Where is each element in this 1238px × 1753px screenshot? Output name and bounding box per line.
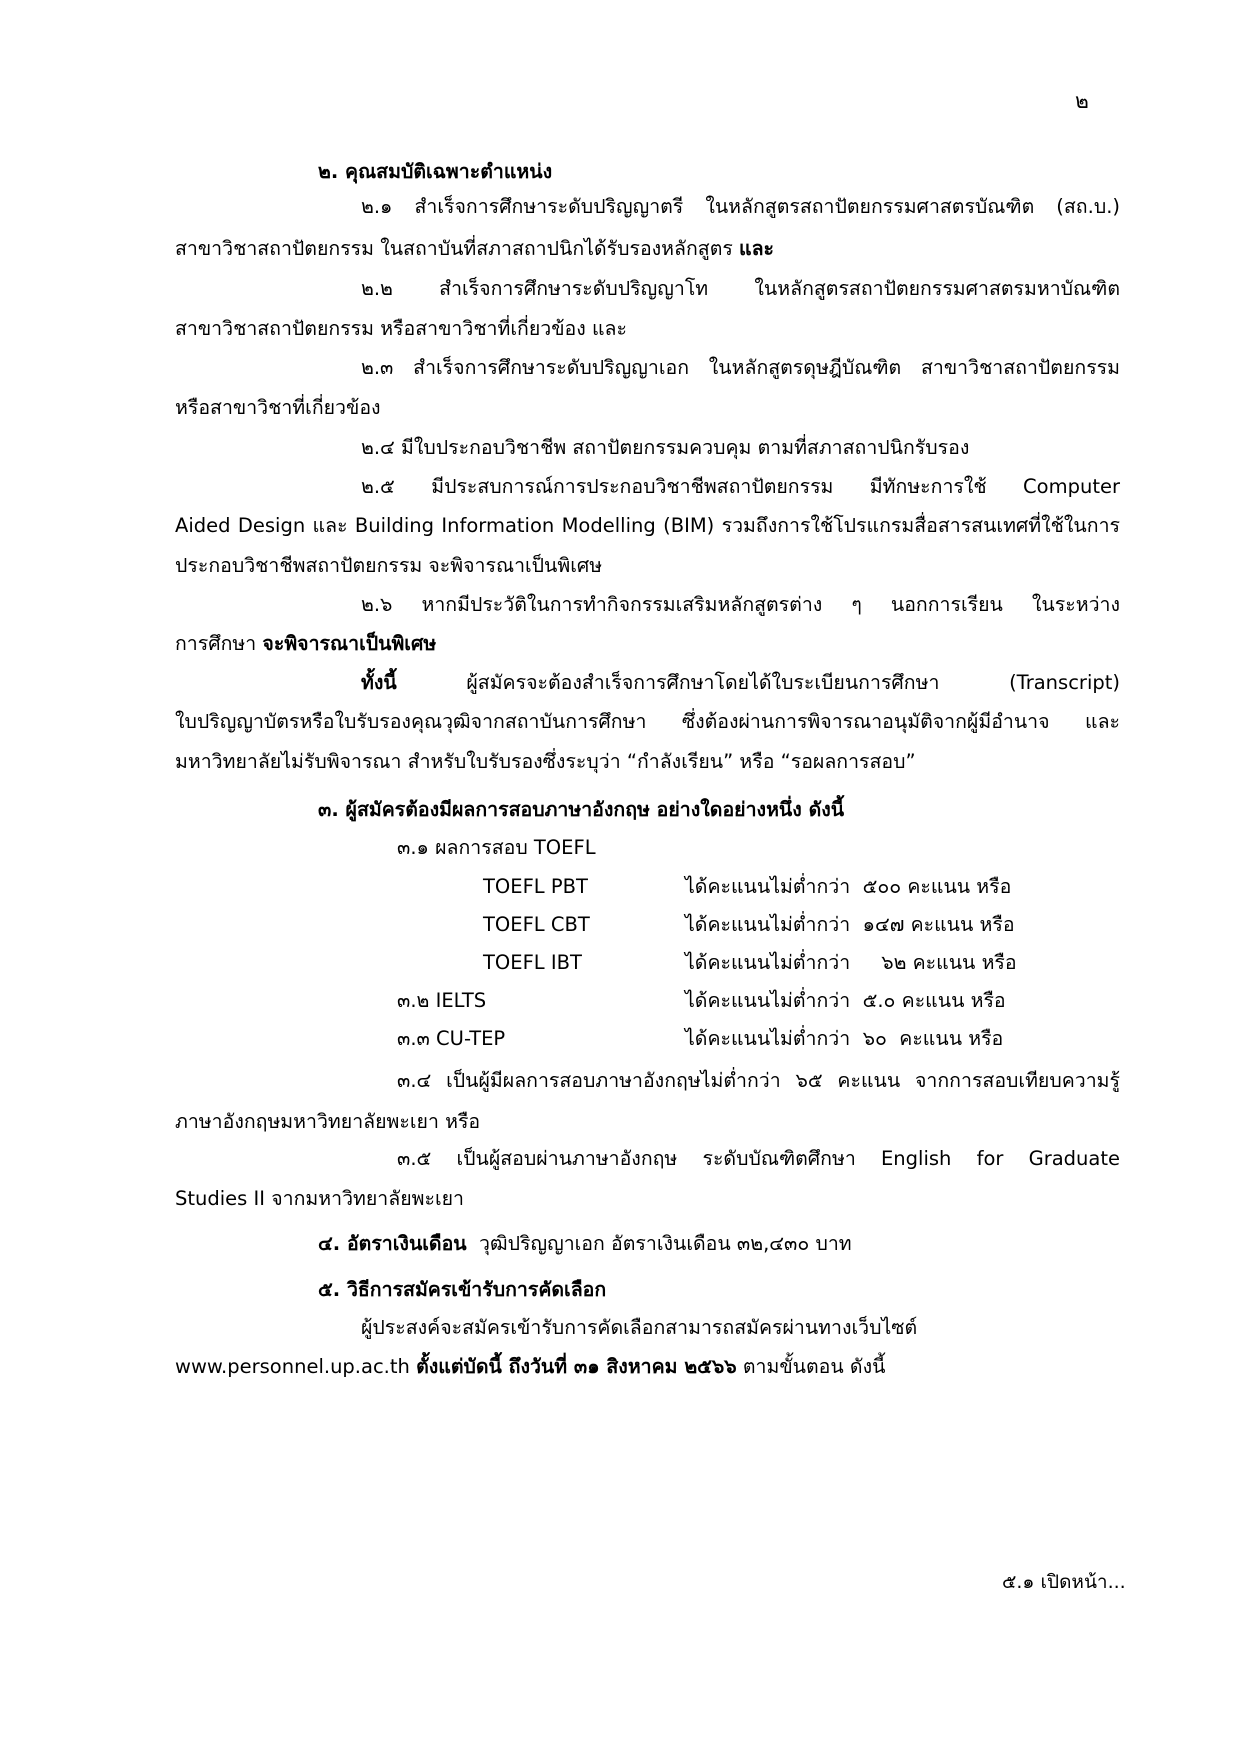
score-requirement: ได้คะแนนไม่ต่ำกว่า ๕๐๐ คะแนน หรือ [685, 875, 1012, 898]
score-requirement: ได้คะแนนไม่ต่ำกว่า ๖๐ คะแนน หรือ [685, 1027, 1004, 1050]
section3-item5-line2: Studies II จากมหาวิทยาลัยพะเยา [175, 1187, 464, 1210]
section3-item4-line1: ๓.๔ เป็นผู้มีผลการสอบภาษาอังกฤษไม่ต่ำกว่า ๖๕ คะแนน จากการสอบเทียบความรู้ [397, 1069, 1120, 1092]
section5-heading: ๕. วิธีการสมัครเข้ารับการคัดเลือก [318, 1278, 607, 1301]
section5-line2: www.personnel.up.ac.th ตั้งแต่บัดนี้ ถึงวันที่ ๓๑ สิงหาคม ๒๕๖๖ ตามขั้นตอน ดังนี้ [175, 1355, 886, 1378]
section2-item1-line2: สาขาวิชาสถาปัตยกรรม ในสถาบันที่สภาสถาปนิกได้รับรองหลักสูตร และ [175, 237, 775, 260]
section4-text: วุฒิปริญญาเอก อัตราเงินเดือน ๓๒,๔๓๐ บาท [479, 1232, 852, 1255]
section2-item2-line2: สาขาวิชาสถาปัตยกรรม หรือสาขาวิชาที่เกี่ยวข้อง และ [175, 317, 627, 340]
section2-item4: ๒.๔ มีใบประกอบวิชาชีพ สถาปัตยกรรมควบคุม ตามที่สภาสถาปนิกรับรอง [361, 436, 970, 459]
section2-item2-line1: ๒.๒ สำเร็จการศึกษาระดับปริญญาโท ในหลักสูตรสถาปัตยกรรมศาสตรมหาบัณฑิต [361, 277, 1120, 300]
section4-heading: ๔. อัตราเงินเดือน [318, 1232, 467, 1255]
section2-note-line1: ทั้งนี้ ผู้สมัครจะต้องสำเร็จการศึกษาโดยได้ใบระเบียนการศึกษา (Transcript) [361, 671, 1120, 694]
score-test-name: ๓.๓ CU-TEP [397, 1027, 506, 1050]
section4 [318, 1234, 852, 1254]
section3-item5-line1: ๓.๕ เป็นผู้สอบผ่านภาษาอังกฤษ ระดับบัณฑิตศึกษา English for Graduate [397, 1147, 1120, 1170]
section2-heading: ๒. คุณสมบัติเฉพาะตำแหน่ง [318, 160, 553, 183]
score-requirement: ได้คะแนนไม่ต่ำกว่า ๕.๐ คะแนน หรือ [685, 989, 1006, 1012]
continuation-footer: ๕.๑ เปิดหน้า... [1002, 1571, 1126, 1593]
section2-item5-line3: ประกอบวิชาชีพสถาปัตยกรรม จะพิจารณาเป็นพิเศษ [175, 554, 603, 577]
page-number: ๒ [1075, 89, 1089, 113]
section3-item4-line2: ภาษาอังกฤษมหาวิทยาลัยพะเยา หรือ [175, 1110, 481, 1133]
score-test-name: ๓.๒ IELTS [397, 989, 487, 1012]
section2-item6-line1: ๒.๖ หากมีประวัติในการทำกิจกรรมเสริมหลักสูตรต่าง ๆ นอกการเรียน ในระหว่าง [361, 593, 1120, 616]
section2-item1-line1: ๒.๑ สำเร็จการศึกษาระดับปริญญาตรี ในหลักสูตรสถาปัตยกรรมศาสตรบัณฑิต (สถ.บ.) [361, 195, 1120, 218]
section2-item5-line2: Aided Design และ Building Information Modelling (BIM) รวมถึงการใช้โปรแกรมสื่อสารสนเทศที่ใช้ในการ [175, 514, 1120, 537]
section5-line1: ผู้ประสงค์จะสมัครเข้ารับการคัดเลือกสามารถสมัครผ่านทางเว็บไซต์ [361, 1316, 918, 1339]
section2-item3-line1: ๒.๓ สำเร็จการศึกษาระดับปริญญาเอก ในหลักสูตรดุษฎีบัณฑิต สาขาวิชาสถาปัตยกรรม [361, 356, 1120, 379]
section3-item1-label: ๓.๑ ผลการสอบ TOEFL [397, 836, 596, 859]
score-test-name: TOEFL CBT [483, 913, 590, 936]
score-test-name: TOEFL PBT [483, 875, 588, 898]
section2-item3-line2: หรือสาขาวิชาที่เกี่ยวข้อง [175, 396, 381, 419]
section2-item6-line2: การศึกษา จะพิจารณาเป็นพิเศษ [175, 632, 437, 655]
section2-note-line3: มหาวิทยาลัยไม่รับพิจารณา สำหรับใบรับรองซึ่งระบุว่า “กำลังเรียน” หรือ “รอผลการสอบ” [175, 750, 916, 773]
section2-note-line2: ใบปริญญาบัตรหรือใบรับรองคุณวุฒิจากสถาบันการศึกษา ซึ่งต้องผ่านการพิจารณาอนุมัติจากผู้มีอำนาจ และ [175, 710, 1120, 733]
score-test-name: TOEFL IBT [483, 951, 582, 974]
application-period-bold: ตั้งแต่บัดนี้ ถึงวันที่ ๓๑ สิงหาคม ๒๕๖๖ [416, 1355, 737, 1378]
score-requirement: ได้คะแนนไม่ต่ำกว่า ๑๔๗ คะแนน หรือ [685, 913, 1015, 936]
score-requirement: ได้คะแนนไม่ต่ำกว่า ๖๒ คะแนน หรือ [685, 951, 1017, 974]
section2-item5-line1: ๒.๕ มีประสบการณ์การประกอบวิชาชีพสถาปัตยกรรม มีทักษะการใช้ Computer [361, 475, 1120, 498]
special-consideration-bold: จะพิจารณาเป็นพิเศษ [262, 632, 437, 655]
and-bold: และ [739, 237, 775, 260]
section3-heading: ๓. ผู้สมัครต้องมีผลการสอบภาษาอังกฤษ อย่างใดอย่างหนึ่ง ดังนี้ [318, 798, 845, 821]
